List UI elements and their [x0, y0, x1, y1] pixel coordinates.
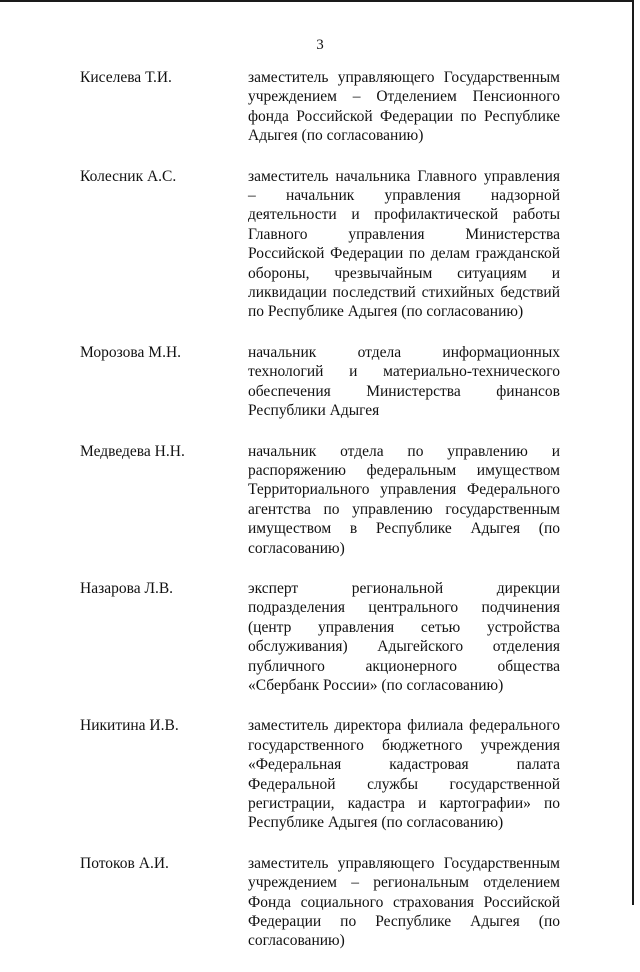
member-position: заместитель управляющего Государственным учреждением – региональным отделением Фонда социального страхования Российской Федерации по Республике Адыгея (по согласованию) — [248, 854, 560, 950]
member-name: Никитина И.В. — [80, 717, 179, 735]
member-position: заместитель начальника Главного управления – начальник управления надзорной деятельности и профилактической работы Главного управления Министерства Российской Федерации по делам гражданской обороны, чрезвычайным ситуациям и ликвидации последствий стихийных бедствий по Республике Адыгея (по согласованию) — [248, 167, 560, 321]
page-right-edge — [632, 0, 634, 905]
page-top-edge — [0, 0, 632, 2]
member-name: Медведева Н.Н. — [80, 442, 185, 460]
member-position: начальник отдела информационных технологий и материально-технического обеспечения Министерства финансов Республики Адыгея — [248, 343, 560, 420]
member-name: Киселева Т.И. — [80, 69, 172, 86]
member-entry — [80, 854, 560, 951]
member-entry — [80, 579, 560, 695]
member-entry — [80, 167, 560, 322]
member-position: начальник отдела по управлению и распоряжению федеральным имуществом Территориального управления Федерального агентства по управлению государственным имуществом в Республике Адыгея (по согласованию) — [248, 442, 560, 557]
member-entry — [80, 442, 560, 558]
member-list — [80, 68, 560, 972]
member-position: заместитель управляющего Государственным учреждением – Отделением Пенсионного фонда Российской Федерации по Республике Адыгея (по согласованию) — [248, 69, 560, 145]
member-entry — [80, 68, 560, 146]
member-position: заместитель директора филиала федерального государственного бюджетного учреждения «Федеральная кадастровая палата Федеральной службы государственной регистрации, кадастра и картографии» по Республике Адыгея (по согласованию) — [248, 717, 560, 832]
member-name: Морозова М.Н. — [80, 343, 182, 361]
member-name: Колесник А.С. — [80, 167, 177, 185]
member-position: эксперт региональной дирекции подразделения центрального подчинения (центр управления сетью устройства обслуживания) Адыгейского отделения публичного акционерного общества «Сбербанк России» (по согласованию) — [248, 579, 560, 694]
member-entry — [80, 343, 560, 421]
page-number: 3 — [316, 37, 324, 53]
member-entry — [80, 716, 560, 832]
member-name: Назарова Л.В. — [80, 579, 174, 597]
member-name: Потоков А.И. — [80, 854, 169, 872]
